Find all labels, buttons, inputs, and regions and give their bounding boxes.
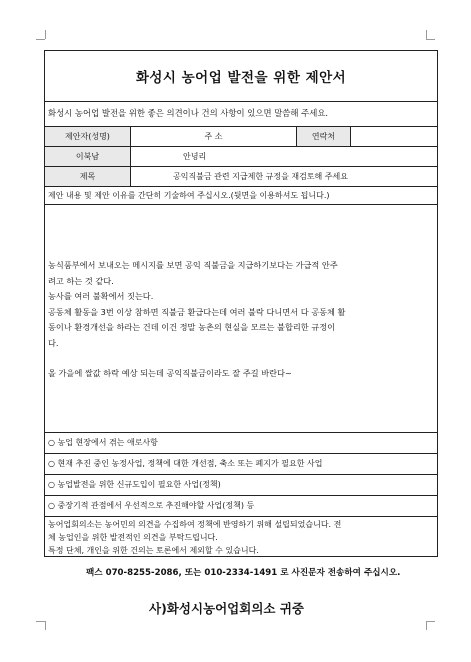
content-line	[48, 351, 433, 366]
closing-line: 특정 단체, 개인을 위한 건의는 토론에서 제외할 수 있습니다.	[48, 546, 259, 555]
closing-line: 농어업회의소는 농어민의 의견을 수집하여 정책에 반영하기 위해 설립되었습니다. 전	[48, 520, 342, 529]
content-line: 다.	[48, 337, 59, 348]
subject-label: 제목	[45, 167, 130, 186]
subject-row	[45, 166, 437, 186]
contact-label: 연락처	[296, 127, 350, 146]
recipient-signature: 사)화성시농어업회의소 귀중	[149, 601, 304, 616]
content-line: 동이나 환경개선을 하라는 건데 이건 정말 농촌의 현실을 모르는 불합리한 규정이	[48, 322, 336, 332]
form-intro: 화성시 농어업 발전을 위한 좋은 의견이나 건의 사항이 있으면 말씀해 주세요.	[45, 101, 437, 126]
proposer-value[interactable]: 주 소	[130, 127, 296, 146]
town-value[interactable]: 안녕리	[130, 147, 437, 166]
proposal-form	[44, 50, 438, 557]
proposer-row	[45, 126, 437, 146]
content-line: 올 가을에 쌀값 하락 예상 되는데 공익직불금이라도 잘 주길 바란다~	[48, 368, 292, 378]
topic-item: ○ 현재 추진 중인 농정사업, 정책에 대한 개선점, 축소 또는 폐지가 필요한 사업	[45, 453, 437, 474]
content-guide: 제안 내용 및 제안 이유를 간단히 기술하여 주십시오.(뒷면을 이용하셔도 됩니다.)	[45, 186, 437, 204]
topic-item: ○ 중장기적 관점에서 우선적으로 추진해야할 사업(정책) 등	[45, 495, 437, 516]
content-line: 려고 하는 것 같다.	[48, 275, 114, 286]
town-label: 이북남	[45, 147, 130, 166]
content-line: 공동체 활동을 3번 이상 참하면 직불금 환급다는데 여러 불락 다니면서 다 공동체 활	[48, 306, 346, 317]
form-title: 화성시 농어업 발전을 위한 제안서	[135, 70, 347, 86]
closing-line: 체 농업인을 위한 발전적인 의견을 부탁드립니다.	[48, 533, 218, 542]
subject-value[interactable]: 공익직불금 관련 지급제한 규정을 재검토해 주세요	[130, 167, 437, 186]
fax-instructions: 팩스 070-8255-2086, 또는 010-2334-1491 로 사진문자 전송하여 주십시오.	[86, 568, 401, 578]
town-row	[45, 146, 437, 166]
contact-value[interactable]	[350, 127, 437, 146]
proposer-label: 제안자(성명)	[45, 127, 130, 146]
content-line: 농식품부에서 보내오는 메시지를 보면 공익 직불금을 지급하기보다는 가급적 안주	[48, 260, 338, 270]
content-line: 농사를 여러 불확에서 짓는다.	[48, 291, 154, 301]
proposal-content[interactable]	[45, 204, 437, 432]
topic-item: ○ 농업 현장에서 겪는 애로사항	[45, 432, 437, 453]
topic-item: ○ 농업발전을 위한 신규도입이 필요한 사업(정책)	[45, 474, 437, 495]
closing-note	[45, 516, 437, 556]
